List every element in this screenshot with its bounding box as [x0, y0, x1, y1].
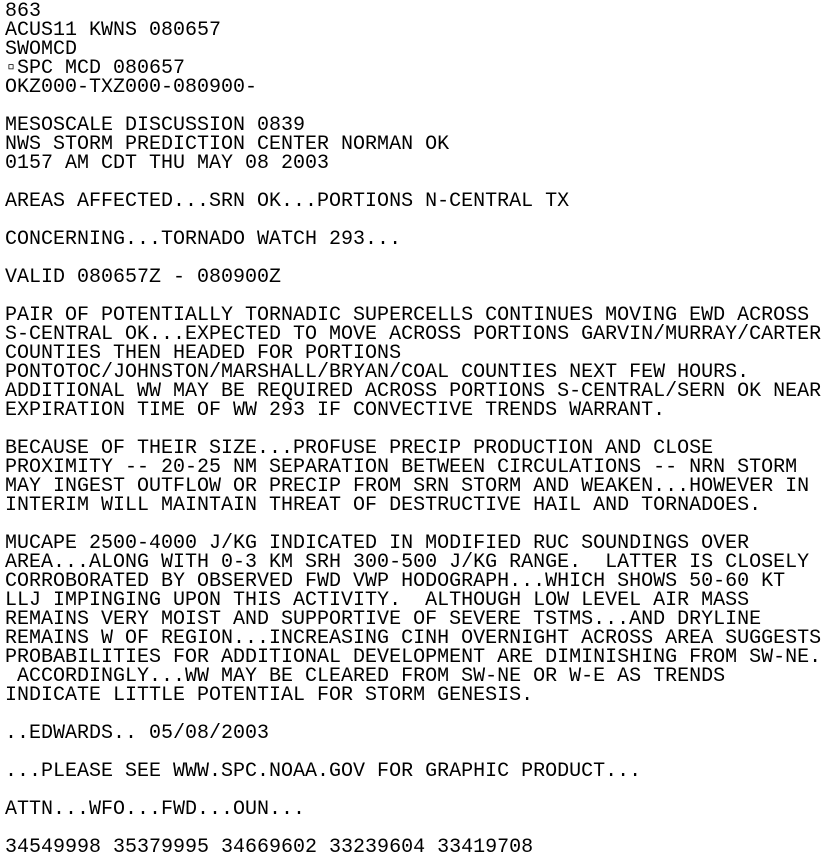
product-id-line: 863 — [5, 0, 42, 23]
paragraph-3-line: MUCAPE 2500-4000 J/KG INDICATED IN MODIFIED RUC SOUNDINGS OVER — [5, 532, 750, 555]
paragraph-1-line: PAIR OF POTENTIALLY TORNADIC SUPERCELLS CONTINUES MOVING EWD ACROSS — [5, 304, 810, 327]
paragraph-2-line: PROXIMITY -- 20-25 NM SEPARATION BETWEEN CIRCULATIONS -- NRN STORM — [5, 456, 798, 479]
paragraph-3-line: REMAINS W OF REGION...INCREASING CINH OVERNIGHT ACROSS AREA SUGGESTS — [5, 627, 822, 650]
paragraph-3-line: CORROBORATED BY OBSERVED FWD VWP HODOGRAPH...WHICH SHOWS 50-60 KT — [5, 570, 786, 593]
paragraph-2-line: INTERIM WILL MAINTAIN THREAT OF DESTRUCTIVE HAIL AND TORNADOES. — [5, 494, 762, 517]
paragraph-3-line: ACCORDINGLY...WW MAY BE CLEARED FROM SW-NE OR W-E AS TRENDS — [5, 665, 726, 688]
forecaster-signature: ..EDWARDS.. 05/08/2003 — [5, 722, 270, 745]
paragraph-1-line: EXPIRATION TIME OF WW 293 IF CONVECTIVE TRENDS WARRANT. — [5, 399, 666, 422]
paragraph-1-line: COUNTIES THEN HEADED FOR PORTIONS — [5, 342, 402, 365]
wmo-header-line: ACUS11 KWNS 080657 — [5, 19, 222, 42]
mesoscale-discussion-text — [5, 2, 821, 857]
paragraph-1-line: ADDITIONAL WW MAY BE REQUIRED ACROSS PORTIONS S-CENTRAL/SERN OK NEAR — [5, 380, 822, 403]
paragraph-3-line: AREA...ALONG WITH 0-3 KM SRH 300-500 J/KG RANGE. LATTER IS CLOSELY — [5, 551, 810, 574]
issue-time: 0157 AM CDT THU MAY 08 2003 — [5, 152, 330, 175]
paragraph-3-line: REMAINS VERY MOIST AND SUPPORTIVE OF SEVERE TSTMS...AND DRYLINE — [5, 608, 762, 631]
concerning-line: CONCERNING...TORNADO WATCH 293... — [5, 228, 402, 251]
graphic-product-note: ...PLEASE SEE WWW.SPC.NOAA.GOV FOR GRAPHIC PRODUCT... — [5, 760, 642, 783]
attn-offices: ATTN...WFO...FWD...OUN... — [5, 798, 306, 821]
paragraph-1-line: PONTOTOC/JOHNSTON/MARSHALL/BRYAN/COAL COUNTIES NEXT FEW HOURS. — [5, 361, 750, 384]
ugc-line: OKZ000-TXZ000-080900- — [5, 76, 258, 99]
paragraph-3-line: LLJ IMPINGING UPON THIS ACTIVITY. ALTHOUGH LOW LEVEL AIR MASS — [5, 589, 750, 612]
valid-time: VALID 080657Z - 080900Z — [5, 266, 282, 289]
paragraph-2-line: BECAUSE OF THEIR SIZE...PROFUSE PRECIP PRODUCTION AND CLOSE — [5, 437, 714, 460]
paragraph-3-line: INDICATE LITTLE POTENTIAL FOR STORM GENESIS. — [5, 684, 534, 707]
paragraph-2-line: MAY INGEST OUTFLOW OR PRECIP FROM SRN STORM AND WEAKEN...HOWEVER IN — [5, 475, 810, 498]
issuing-office: NWS STORM PREDICTION CENTER NORMAN OK — [5, 133, 450, 156]
discussion-title: MESOSCALE DISCUSSION 0839 — [5, 114, 306, 137]
areas-affected: AREAS AFFECTED...SRN OK...PORTIONS N-CENTRAL TX — [5, 190, 570, 213]
lat-lon-coordinates: 34549998 35379995 34669602 33239604 33419708 — [5, 836, 534, 859]
paragraph-1-line: S-CENTRAL OK...EXPECTED TO MOVE ACROSS PORTIONS GARVIN/MURRAY/CARTER — [5, 323, 822, 346]
awips-id-line: SWOMCD — [5, 38, 78, 61]
paragraph-3-line: PROBABILITIES FOR ADDITIONAL DEVELOPMENT ARE DIMINISHING FROM SW-NE. — [5, 646, 822, 669]
spc-mcd-line: ▫SPC MCD 080657 — [5, 57, 186, 80]
